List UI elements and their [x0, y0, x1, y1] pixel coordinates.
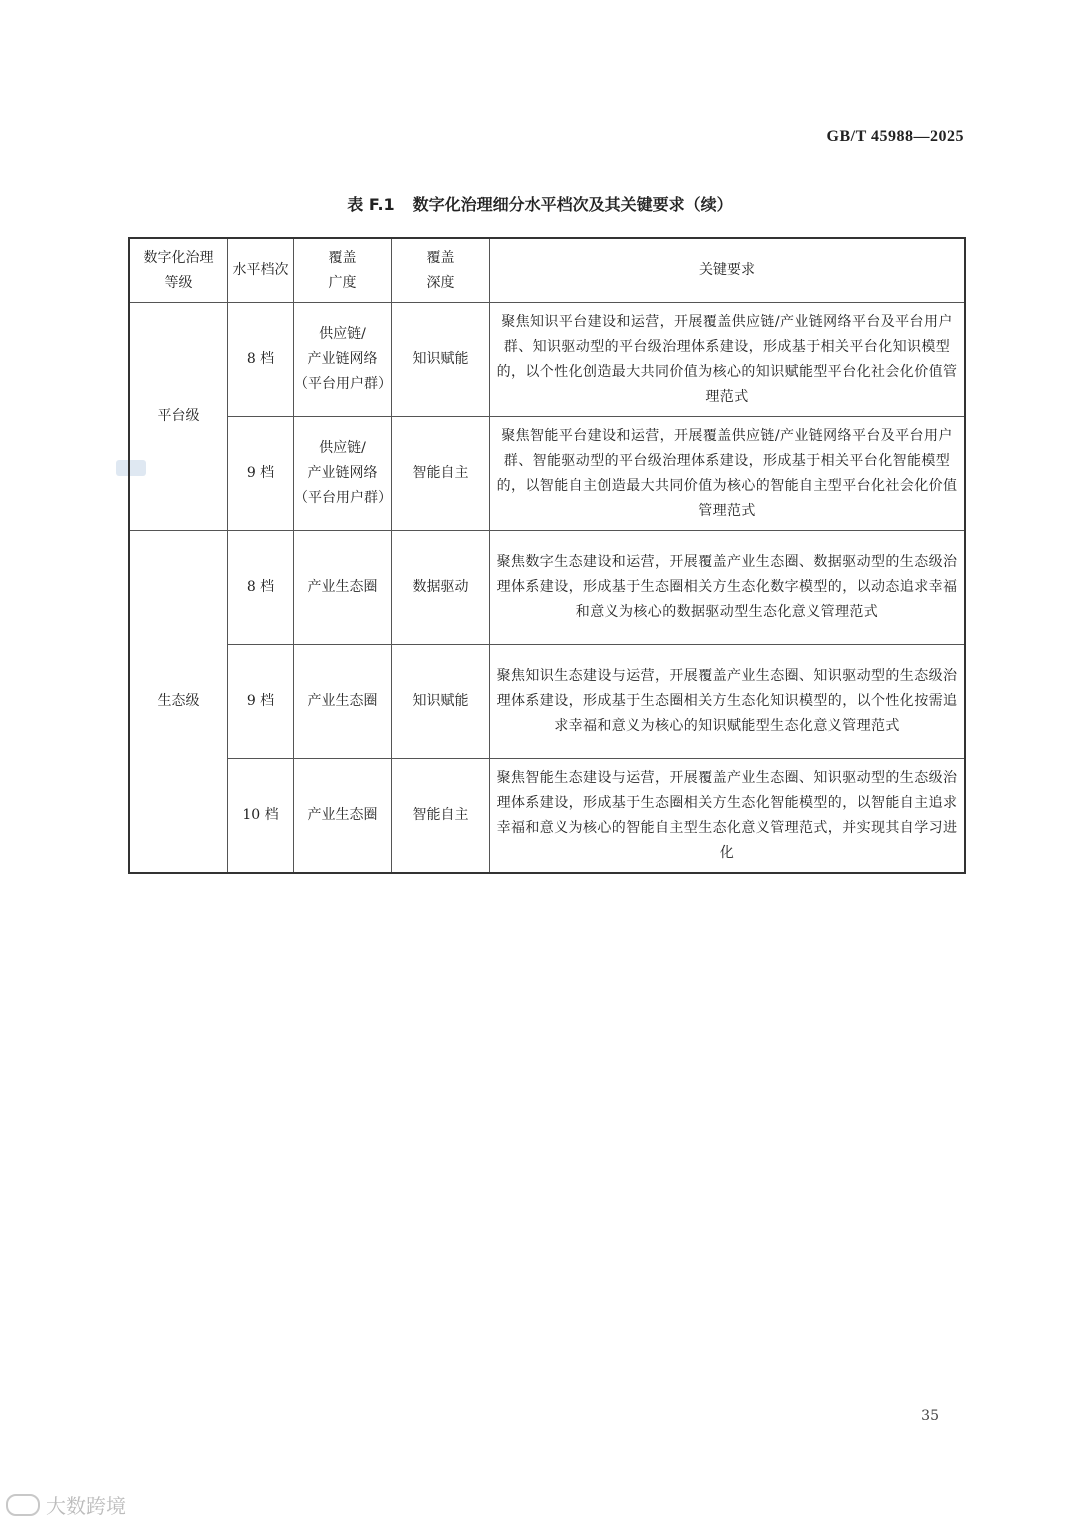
watermark-text: 大数跨境 [46, 1494, 126, 1518]
table-title: 数字化治理细分水平档次及其关键要求（续） [412, 195, 733, 214]
watermark [6, 1490, 126, 1519]
table-header-row [129, 238, 965, 303]
requirement-cell: 聚焦智能平台建设和运营，开展覆盖供应链/产业链网络平台及平台用户群、智能驱动型的平台级治理体系建设，形成基于相关平台化智能模型的，以智能自主创造最大共同价值为核心的智能自主型平台化社会化价值管理范式 [490, 417, 966, 531]
header-breadth: 覆盖 广度 [294, 238, 392, 303]
tier-cell: 9 档 [228, 417, 294, 531]
depth-cell: 数据驱动 [392, 531, 490, 645]
depth-cell: 智能自主 [392, 759, 490, 874]
requirement-cell: 聚焦智能生态建设与运营，开展覆盖产业生态圈、知识驱动型的生态级治理体系建设，形成基于生态圈相关方生态化智能模型的，以智能自主追求幸福和意义为核心的智能自主型生态化意义管理范式，并实现其自学习进化 [490, 759, 966, 874]
standard-code: GB/T 45988—2025 [826, 128, 964, 145]
header-tier: 水平档次 [228, 238, 294, 303]
header-requirement: 关键要求 [490, 238, 966, 303]
tier-cell: 8 档 [228, 531, 294, 645]
depth-cell: 知识赋能 [392, 645, 490, 759]
requirement-cell: 聚焦知识平台建设和运营，开展覆盖供应链/产业链网络平台及平台用户群、知识驱动型的平台级治理体系建设，形成基于相关平台化知识模型的，以个性化创造最大共同价值为核心的知识赋能型平台化社会化价值管理范式 [490, 303, 966, 417]
depth-cell: 知识赋能 [392, 303, 490, 417]
watermark-logo-icon [6, 1494, 40, 1516]
breadth-cell: 产业生态圈 [294, 645, 392, 759]
table-row [129, 531, 965, 645]
table-row [129, 303, 965, 417]
header-level: 数字化治理 等级 [129, 238, 228, 303]
breadth-cell: 产业生态圈 [294, 531, 392, 645]
tier-cell: 10 档 [228, 759, 294, 874]
table-row [129, 417, 965, 531]
requirements-table [128, 237, 966, 874]
level-cell: 生态级 [129, 531, 228, 874]
page-number: 35 [921, 1408, 939, 1424]
table-row [129, 645, 965, 759]
depth-cell: 智能自主 [392, 417, 490, 531]
breadth-cell: 产业生态圈 [294, 759, 392, 874]
table-row [129, 759, 965, 874]
table-number: 表 F.1 [347, 195, 395, 214]
breadth-cell: 供应链/ 产业链网络 （平台用户群） [294, 303, 392, 417]
requirement-cell: 聚焦知识生态建设与运营，开展覆盖产业生态圈、知识驱动型的生态级治理体系建设，形成基于生态圈相关方生态化知识模型的，以个性化按需追求幸福和意义为核心的知识赋能型生态化意义管理范式 [490, 645, 966, 759]
header-depth: 覆盖 深度 [392, 238, 490, 303]
requirement-cell: 聚焦数字生态建设和运营，开展覆盖产业生态圈、数据驱动型的生态级治理体系建设，形成基于生态圈相关方生态化数字模型的，以动态追求幸福和意义为核心的数据驱动型生态化意义管理范式 [490, 531, 966, 645]
level-cell: 平台级 [129, 303, 228, 531]
breadth-cell: 供应链/ 产业链网络 （平台用户群） [294, 417, 392, 531]
tier-cell: 9 档 [228, 645, 294, 759]
table-caption [0, 192, 1080, 215]
tier-cell: 8 档 [228, 303, 294, 417]
